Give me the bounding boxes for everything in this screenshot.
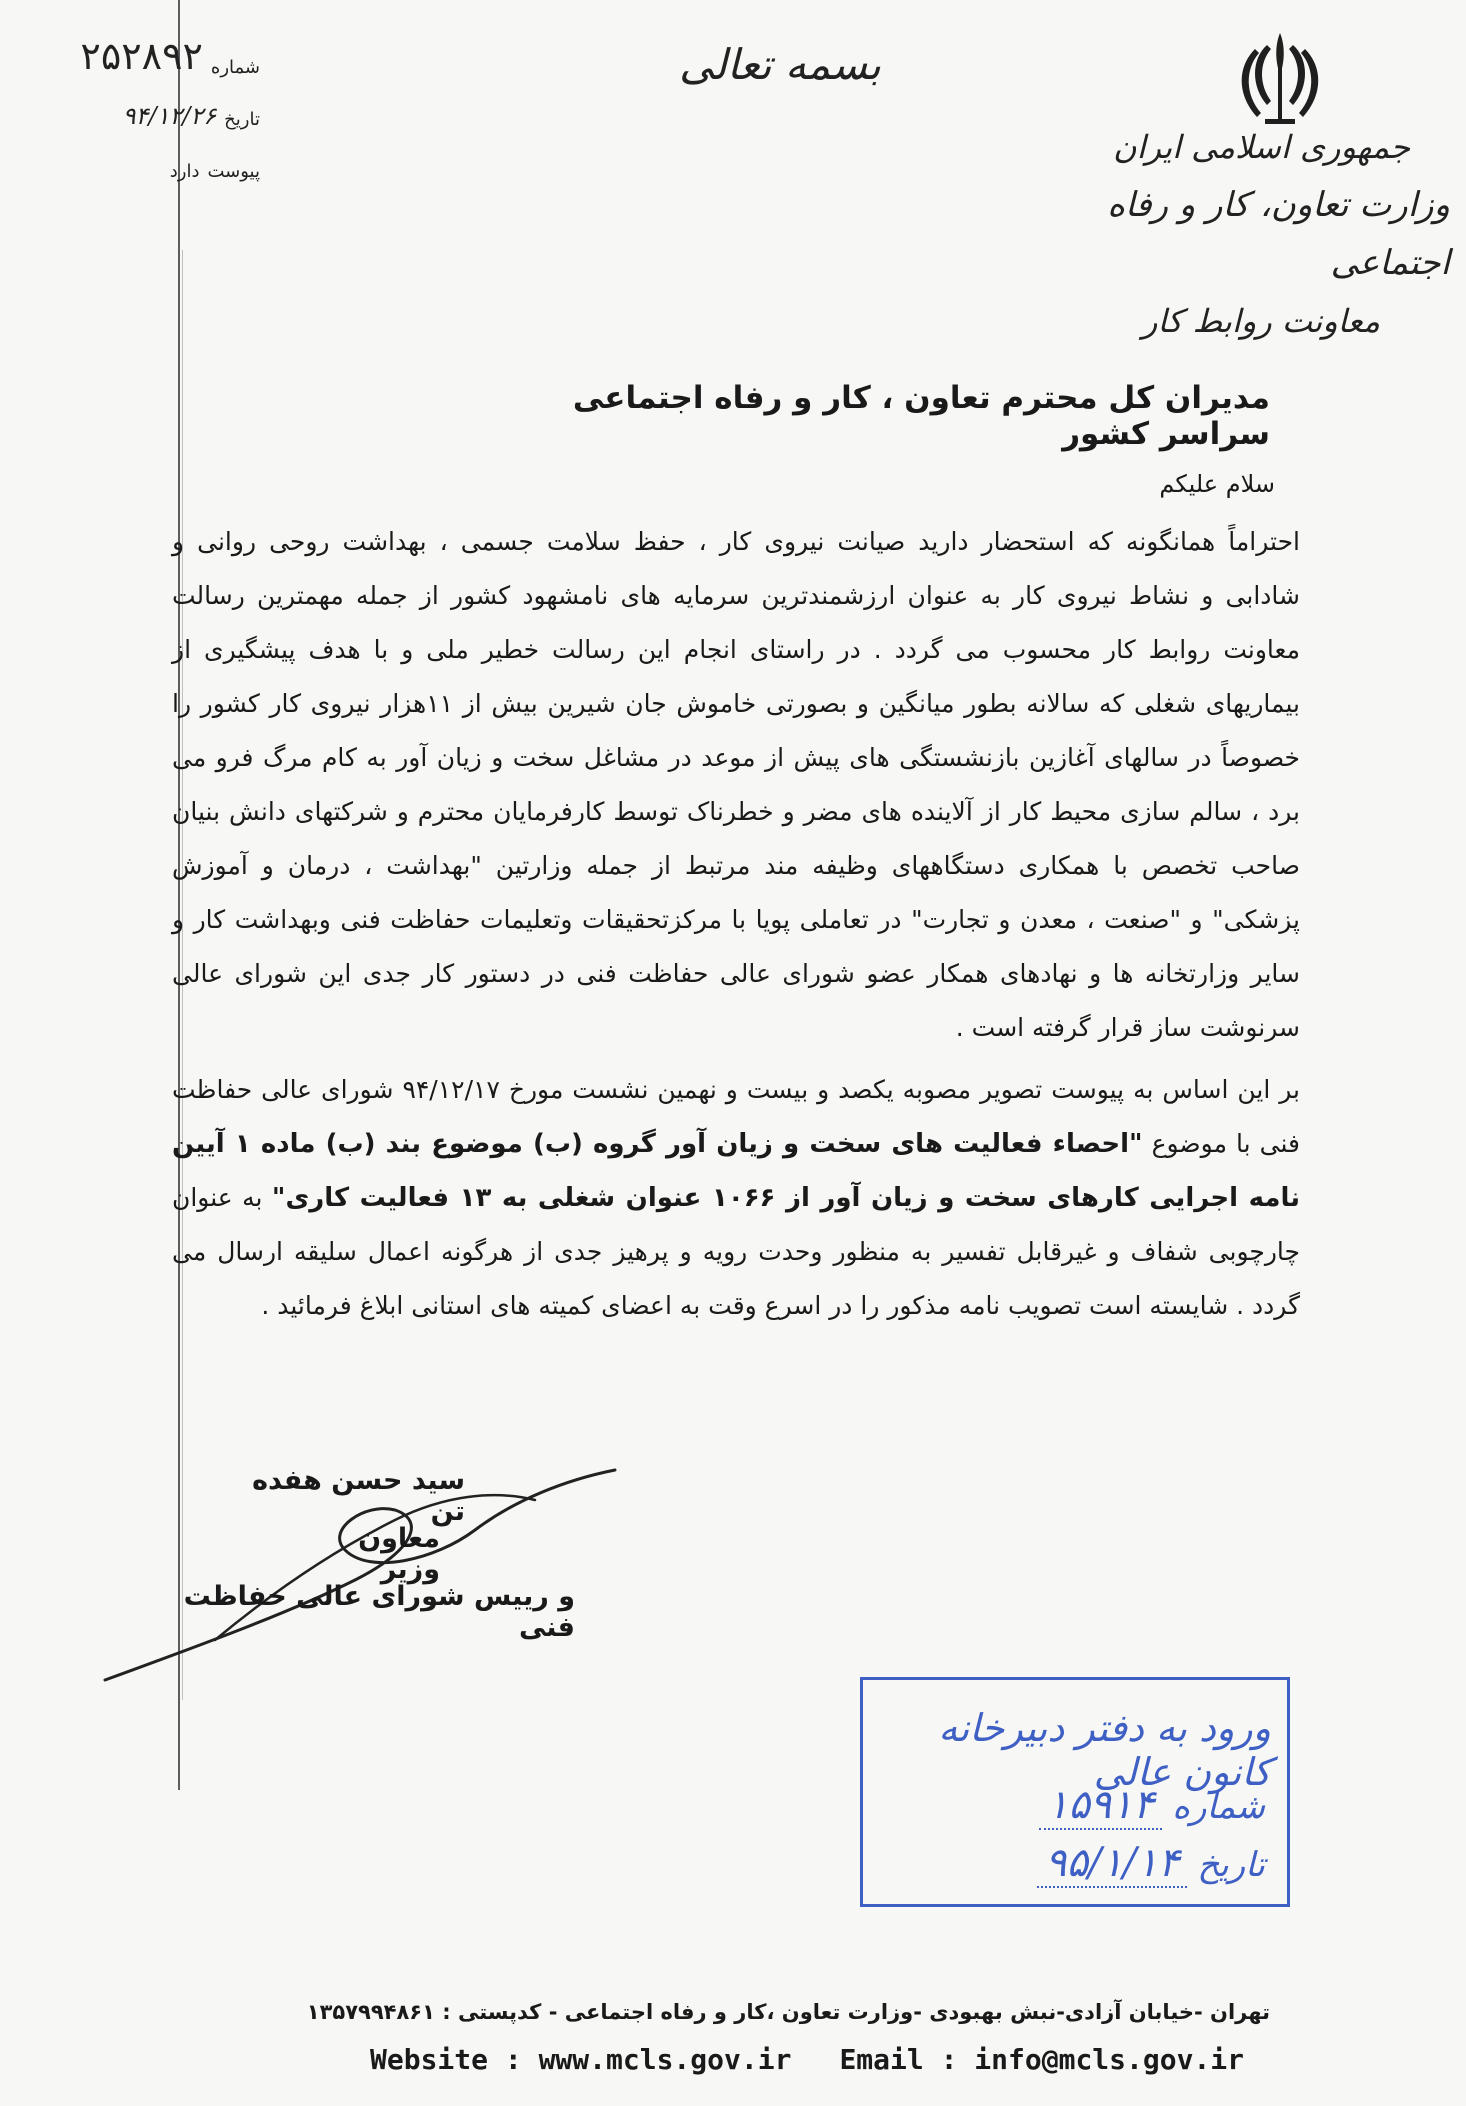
stamp-date-value: ۹۵/۱/۱۴ [1037,1840,1187,1888]
stamp-number-row [1039,1782,1265,1830]
stamp-number-value: ۱۵۹۱۴ [1039,1782,1162,1830]
letter-body [172,515,1300,1333]
stamp-date-row [1037,1840,1265,1888]
signatory-role: معاون وزیر [358,1523,440,1585]
letter-date-label: تاریخ [224,109,260,130]
agency-deputy: معاونت روابط کار [1142,302,1380,340]
greeting-line: سلام علیکم [1159,470,1275,498]
agency-ministry: وزارت تعاون، کار و رفاه اجتماعی [1107,185,1450,283]
addressee-line: مدیران کل محترم تعاون ، کار و رفاه اجتماعی سراسر کشور [572,380,1270,452]
signatory-name: سید حسن هفده تن [252,1465,465,1527]
agency-country: جمهوری اسلامی ایران [1113,128,1410,166]
letter-date-row [20,82,260,130]
body-paragraph-1: احتراماً همانگونه که استحضار دارید صیانت نیروی کار ، حفظ سلامت جسمی ، بهداشت روحی روانی و شادابی و نشاط نیروی کار به عنوان ارزشمندترین سرمایه های نامشهود کشور از جمله مهمترین رسالت معاونت روابط کار محسوب می گردد . در راستای انجام این رسالت خطیر ملی و با هدف پیشگیری از بیماریهای شغلی که سالانه بطور میانگین و بصورتی خاموش جان شیرین بیش از ۱۱هزار نیروی کار کشور را خصوصاً در سالهای آغازین بازنشستگی های پیش از موعد در مشاغل سخت و زیان آور به کام مرگ فرو می برد ، سالم سازی محیط کار از آلاینده های مضر و خطرناک توسط کارفرمایان محترم و شرکتهای دانش بنیان صاحب تخصص با همکاری دستگاههای وظیفه مند مرتبط از جمله وزارتین "بهداشت ، درمان و آموزش پزشکی" و "صنعت ، معدن و تجارت" در تعاملی پویا با مرکزتحقیقات وتعلیمات حفاظت فنی وبهداشت کار و سایر وزارتخانه ها و نهادهای همکار عضو شورای عالی حفاظت فنی در دستور کار جدی این شورای عالی سرنوشت ساز قرار گرفته است . [172,527,1301,1042]
footer-address: تهران -خیابان آزادی-نبش بهبودی -وزارت تعاون ،کار و رفاه اجتماعی - کدپستی : ۱۳۵۷۹۹۴۸۶۱ [306,2000,1270,2024]
letter-number-value: ۲۵۲۸۹۲ [80,34,203,78]
letter-date-value: ۹۴/۱۲/۲۶ [122,102,217,130]
body-paragraph-2 [172,1063,1300,1333]
body-paragraph-2-subject: "احصاء فعالیت های سخت و زیان آور گروه (ب) موضوع بند (ب) ماده ۱ آیین نامه اجرایی کارهای سخت و زیان آور از ۱۰۶۶ عنوان شغلی به ۱۳ فعالیت کاری" [172,1129,1300,1213]
letter-number-row [20,30,260,78]
letter-meta [20,30,260,182]
incoming-stamp [860,1677,1290,1907]
footer-website: Website : www.mcls.gov.ir [370,2043,792,2076]
footer-contact [370,2043,1245,2076]
letter-attachment-label: پیوست [207,161,260,182]
letter-attachment-value: دارد [169,161,200,182]
body-paragraph-2-intro: بر این اساس به پیوست تصویر مصوبه یکصد و بیست و نهمین نشست مورخ ۹۴/۱۲/۱۷ شورای عالی حفاظت فنی با موضوع [172,1075,1300,1158]
stamp-number-label: شماره [1172,1787,1265,1827]
agency-block [1040,118,1450,350]
letter-attachment-row [20,134,260,182]
stamp-date-label: تاریخ [1197,1845,1265,1885]
signatory-council: و رییس شورای عالی حفاظت فنی [183,1581,575,1643]
bismillah-heading: بسمه تعالی [679,40,881,89]
letter-number-label: شماره [210,57,260,78]
body-paragraph-2-rest: به عنوان چارچوبی شفاف و غیرقابل تفسیر به منظور وحدت رویه و پرهیز جدی از هرگونه اعمال سلیقه ارسال می گردد . شایسته است تصویب نامه مذکور را در اسرع وقت به اعضای کمیته های استانی ابلاغ فرمائید . [172,1183,1300,1320]
stamp-title: ورود به دفتر دبیرخانه کانون عالی [938,1706,1271,1794]
footer-email: Email : info@mcls.gov.ir [839,2043,1245,2076]
